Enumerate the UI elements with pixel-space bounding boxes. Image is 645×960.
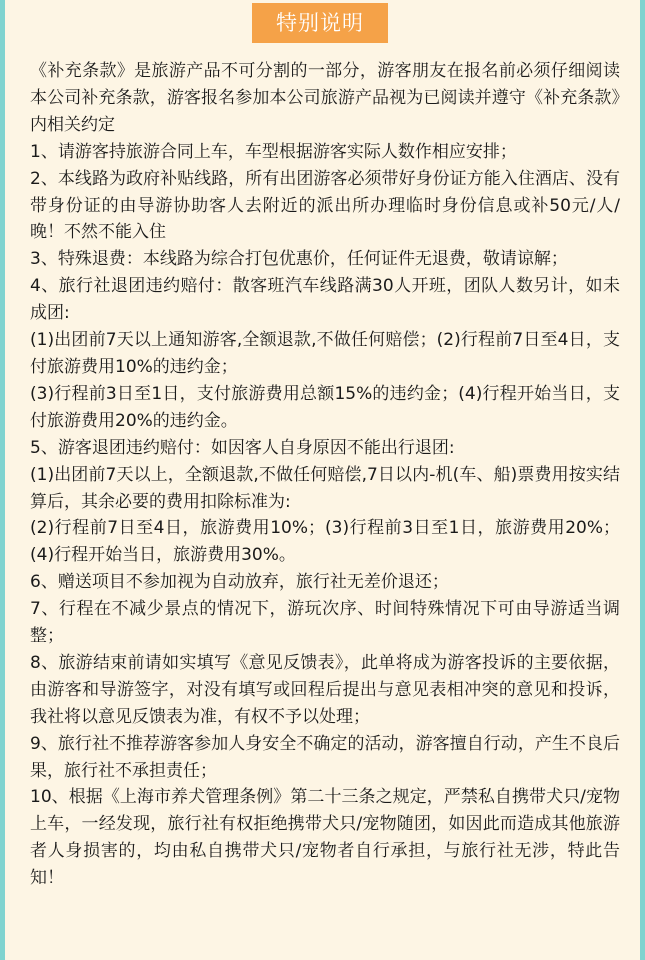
clause-9: 9、旅行社不推荐游客参加人身安全不确定的活动，游客擅自行动，产生不良后果，旅行社不承担责任； <box>30 733 620 781</box>
section-title: 特别说明 <box>252 3 388 43</box>
clause-4: 4、旅行社退团违约赔付：散客班汽车线路满30人开班，团队人数另计，如未成团: <box>30 276 620 324</box>
clause-4-item-1-2: (1)出团前7天以上通知游客,全额退款,不做任何赔偿；(2)行程前7日至4日，支付旅游费用10%的违约金； <box>30 330 620 377</box>
clause-4-item-3-4: (3)行程前3日至1日，支付旅游费用总额15%的违约金；(4)行程开始当日，支付旅游费用20%的违约金。 <box>30 383 620 431</box>
clause-2: 2、本线路为政府补贴线路，所有出团游客必须带好身份证方能入住酒店、没有带身份证的由导游协助客人去附近的派出所办理临时身份信息或补50元/人/晚！不然不能入住 <box>30 168 620 243</box>
clause-3: 3、特殊退费：本线路为综合打包优惠价，任何证件无退费，敬请谅解； <box>30 249 568 270</box>
notice-body <box>30 58 620 892</box>
clause-8: 8、旅游结束前请如实填写《意见反馈表》，此单将成为游客投诉的主要依据，由游客和导游签字，对没有填写或回程后提出与意见表相冲突的意见和投诉，我社将以意见反馈表为准，有权不予以处理； <box>30 652 620 727</box>
left-frame-border <box>0 0 5 960</box>
clause-10: 10、根据《上海市养犬管理条例》第二十三条之规定，严禁私自携带犬只/宠物上车，一经发现，旅行社有权拒绝携带犬只/宠物随团，如因此而造成其他旅游者人身损害的，均由私自携带犬只/宠物者自行承担，与旅行社无涉，特此告知！ <box>30 787 620 889</box>
right-frame-border <box>640 0 645 960</box>
clause-7: 7、行程在不减少景点的情况下，游玩次序、时间特殊情况下可由导游适当调整； <box>30 599 620 647</box>
clause-5-item-1: (1)出团前7天以上，全额退款,不做任何赔偿,7日以内-机(车、船)票费用按实结算后，其余必要的费用扣除标准为: <box>30 464 620 512</box>
clause-1: 1、请游客持旅游合同上车，车型根据游客实际人数作相应安排； <box>30 141 517 162</box>
intro-paragraph: 《补充条款》是旅游产品不可分割的一部分，游客朋友在报名前必须仔细阅读本公司补充条款，游客报名参加本公司旅游产品视为已阅读并遵守《补充条款》内相关约定 <box>30 61 620 135</box>
clause-5: 5、游客退团违约赔付：如因客人自身原因不能出行退团: <box>30 437 455 458</box>
clause-6: 6、赠送项目不参加视为自动放弃，旅行社无差价退还； <box>30 572 449 593</box>
clause-5-item-2-4: (2)行程前7日至4日，旅游费用10%；(3)行程前3日至1日，旅游费用20%；(4)行程开始当日，旅游费用30%。 <box>30 518 620 566</box>
